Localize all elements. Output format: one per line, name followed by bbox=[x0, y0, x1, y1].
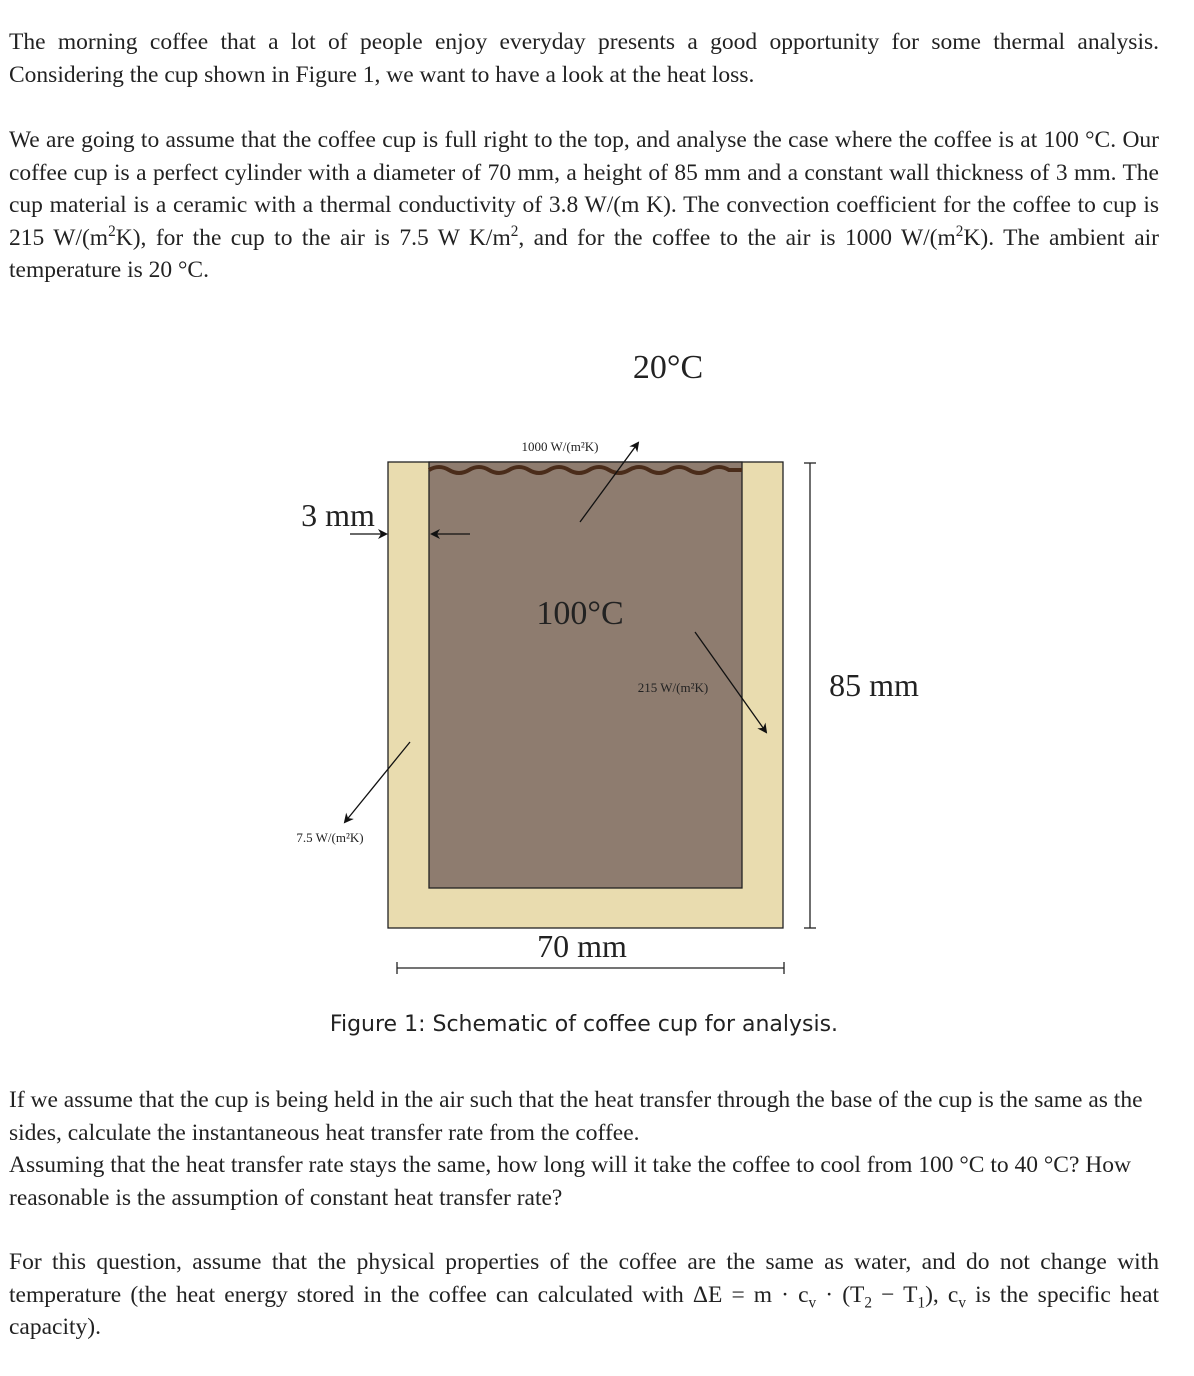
assumption-text-1: For this question, assume that the physical properties of the coffee are the same as water, and do not change with temperature (the heat energy stored in the coffee can calculated with ΔE = m · c bbox=[9, 1249, 1159, 1308]
figure-caption: Figure 1: Schematic of coffee cup for analysis. bbox=[329, 1012, 839, 1037]
question-part-2: Assuming that the heat transfer rate stays the same, how long will it take the coffee to cool from 100 °C to 40 °C? How reasonable is the assumption of constant heat transfer rate? bbox=[9, 1152, 1131, 1211]
subscript: 2 bbox=[864, 1294, 873, 1312]
assumption-text-4: ), c bbox=[925, 1281, 959, 1308]
height-label: 85 mm bbox=[829, 667, 919, 703]
subscript: v bbox=[958, 1294, 966, 1312]
setup-text-3: , and for the coffee to the air is 1000 W/(m bbox=[518, 224, 956, 251]
coffee-cup-figure bbox=[0, 330, 1194, 1000]
top-coefficient-label: 1000 W/(m²K) bbox=[521, 439, 599, 454]
assumption-text-3: − T bbox=[872, 1281, 918, 1308]
setup-text-1: We are going to assume that the coffee cup is full right to the top, and analyse the case where the coffee is at 100 °C. Our coffee cup is a perfect cylinder with a diameter of 70 mm, a height of 85 mm and a constant wall thickness of 3 mm. The cup material is a ceramic with a thermal conductivity of 3.8 W/(m K). The convection coefficient for the coffee to cup is 215 W/(m bbox=[9, 127, 1159, 251]
superscript: 2 bbox=[510, 222, 519, 240]
question-part-1: If we assume that the cup is being held in the air such that the heat transfer through the base of the cup is the same as the sides, calculate the instantaneous heat transfer rate from the coffee. bbox=[9, 1087, 1143, 1146]
subscript: v bbox=[808, 1294, 817, 1312]
assumption-paragraph bbox=[9, 1246, 1159, 1344]
inner-coefficient-label: 215 W/(m²K) bbox=[637, 680, 709, 695]
outer-coefficient-label: 7.5 W/(m²K) bbox=[296, 830, 364, 845]
subscript: 1 bbox=[917, 1294, 926, 1312]
setup-text-4: K). The ambient air temperature is 20 °C. bbox=[9, 224, 1159, 284]
superscript: 2 bbox=[955, 222, 964, 240]
thickness-label: 3 mm bbox=[301, 497, 375, 533]
superscript: 2 bbox=[108, 222, 116, 240]
assumption-text-2: · (T bbox=[816, 1281, 865, 1308]
intro-paragraph: The morning coffee that a lot of people enjoy everyday presents a good opportunity for some thermal analysis. Considering the cup shown in Figure 1, we want to have a look at the heat loss. bbox=[9, 29, 1159, 88]
question-paragraph bbox=[9, 1084, 1159, 1214]
diameter-label: 70 mm bbox=[537, 928, 627, 964]
problem-setup-paragraph bbox=[9, 124, 1159, 287]
coffee-temp-label: 100°C bbox=[536, 595, 624, 632]
setup-text-2: K), for the cup to the air is 7.5 W K/m bbox=[115, 224, 511, 251]
ambient-temp-label: 20°C bbox=[632, 349, 704, 386]
coffee-body bbox=[429, 462, 742, 888]
assumption-text-5: is the specific heat capacity). bbox=[9, 1281, 1159, 1341]
